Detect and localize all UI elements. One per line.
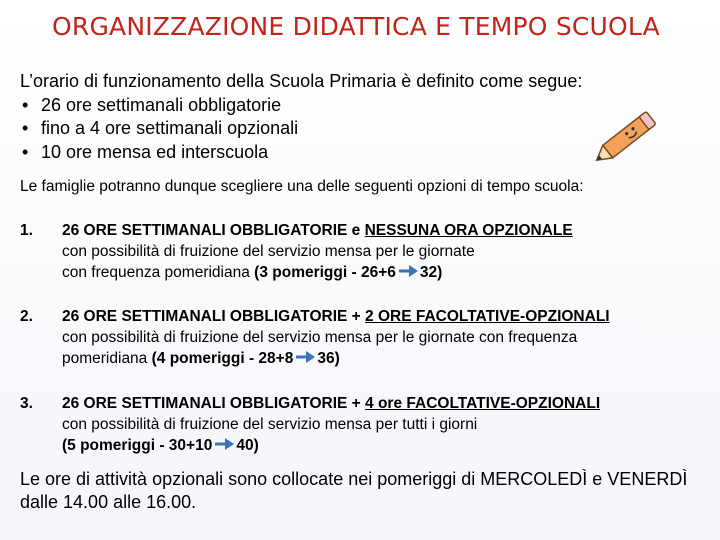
bullet-item: • 10 ore mensa ed interscuola <box>20 141 720 165</box>
arrow-right-icon <box>397 264 419 278</box>
option-heading: 26 ORE SETTIMANALI OBBLIGATORIE <box>62 395 348 412</box>
option-number: 2. <box>20 308 33 325</box>
option-body <box>62 306 712 369</box>
option-body <box>62 220 712 283</box>
option-description: con possibilità di fruizione del servizio mensa per le giornate <box>62 243 475 260</box>
arrow-right-icon <box>213 437 235 451</box>
bullet-item: • 26 ore settimanali obbligatorie <box>20 94 720 118</box>
option-heading-sep: e <box>351 222 361 239</box>
intro-lead: L’orario di funzionamento della Scuola Primaria è definito come segue: <box>20 71 583 91</box>
footer-note: Le ore di attività opzionali sono collocate nei pomeriggi di MERCOLEDÌ e VENERDÌ dalle 14.00 alle 16.00. <box>20 469 688 512</box>
option-heading-extra: 2 ORE FACOLTATIVE-OPZIONALI <box>365 308 610 325</box>
option-result: 32) <box>419 264 443 281</box>
option-heading-extra: 4 ore FACOLTATIVE-OPZIONALI <box>365 395 601 412</box>
options-intro: Le famiglie potranno dunque scegliere una delle seguenti opzioni di tempo scuola: <box>20 178 584 195</box>
option-body <box>62 393 712 456</box>
option-description: con possibilità di fruizione del servizio mensa per tutti i giorni <box>62 416 478 433</box>
pencil-icon <box>592 102 667 168</box>
option-heading: 26 ORE SETTIMANALI OBBLIGATORIE <box>62 308 348 325</box>
option-description-cont: con frequenza pomeridiana <box>62 264 250 281</box>
option-calc: (4 pomeriggi - 28+8 <box>151 350 294 367</box>
bullet-item: • fino a 4 ore settimanali opzionali <box>20 117 720 141</box>
option-number: 3. <box>20 395 33 412</box>
option-result: 36) <box>317 350 340 367</box>
option-calc: (5 pomeriggi - 30+10 <box>62 437 213 454</box>
option-heading-sep: + <box>351 395 361 412</box>
option-heading-extra: NESSUNA ORA OPZIONALE <box>364 222 573 239</box>
option-description-cont: pomeridiana <box>62 350 148 367</box>
option-result: 40) <box>236 437 259 454</box>
option-heading-sep: + <box>351 308 361 325</box>
option-description: con possibilità di fruizione del servizio mensa per le giornate con frequenza <box>62 329 578 346</box>
option-number: 1. <box>20 222 33 239</box>
page-title: ORGANIZZAZIONE DIDATTICA E TEMPO SCUOLA <box>52 12 660 41</box>
arrow-right-icon <box>294 350 316 364</box>
option-calc: (3 pomeriggi - 26+6 <box>254 264 396 281</box>
option-heading: 26 ORE SETTIMANALI OBBLIGATORIE <box>62 222 348 239</box>
